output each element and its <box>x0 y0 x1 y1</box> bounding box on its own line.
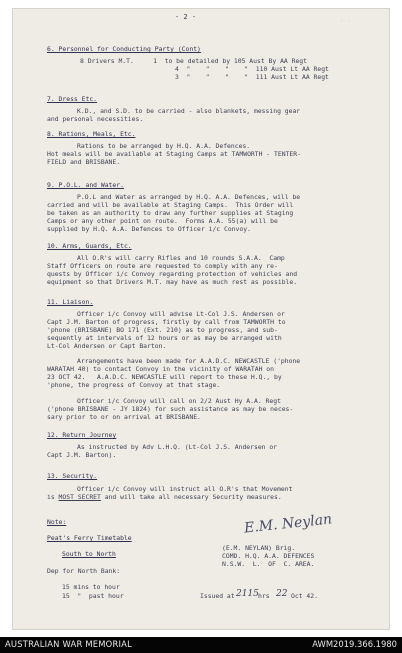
ferry-time-2: 15 " past hour <box>62 592 124 600</box>
section-12-line-1: As instructed by Adv L.H.Q. (Lt-Col J.S. Andersen or <box>77 443 278 451</box>
section-12-heading: 12. Return Journey <box>47 431 117 439</box>
ferry-time-1: 15 mins to hour <box>62 583 120 591</box>
most-secret-text: MOST SECRET <box>58 493 101 501</box>
section-7-line-2: and personal necessities. <box>47 115 144 123</box>
section-8-line-1: Rations to be arranged by H.Q. A.A. Defences. <box>77 142 251 150</box>
page-number: - 2 - <box>175 13 197 21</box>
section-9-line-2: carried and will be available at Staging Camps. This Order will <box>47 201 294 209</box>
section-10-heading: 10. Arms, Guards, Etc. <box>47 242 132 250</box>
section-11-p2-line-1: Arrangements have been made for A.A.D.C. NEWCASTLE ('phone <box>77 357 301 365</box>
section-9-heading: 9. P.O.L. and Water. <box>47 181 124 189</box>
section-7-line-1: K.D., and S.D. to be carried - also blankets, messing gear <box>77 107 301 115</box>
section-9-line-3: be taken as an authority to draw any further supplies at Staging <box>47 209 294 217</box>
ferry-departure-label: Dep for North Bank: <box>47 567 121 575</box>
section-10-line-1: All O.R's will carry Rifles and 10 rounds S.A.A. Camp <box>77 254 285 262</box>
signatory-name: (E.M. NEYLAN) Brig. <box>222 544 296 552</box>
section-8-line-3: FIELD and BRISBANE. <box>47 158 121 166</box>
section-11-p1-line-3: 'phone (BRISBANE) BO 171 (Ext. 210) as to progress, and sub- <box>47 326 278 334</box>
footer-source: AUSTRALIAN WAR MEMORIAL <box>5 639 132 649</box>
section-13-heading: 13. Security. <box>47 472 98 480</box>
section-10-line-3: quests by Officer i/c Convoy regarding protection of vehicles and <box>47 270 298 278</box>
section-8-heading: 8. Rations, Meals, Etc. <box>47 130 136 138</box>
section-11-p2-line-3: 23 OCT 42. A.A.D.C. NEWCASTLE will report to these H.Q., by <box>47 373 282 381</box>
section-7-heading: 7. Dress Etc. <box>47 95 98 103</box>
section-9-line-5: supplied by H.Q. A.A. Defences to Officer i/c Convoy. <box>47 225 251 233</box>
issued-time-handwritten: 2115 <box>236 589 259 599</box>
section-11-p2-line-2: WARATAH 40) to contact Convoy in the vicinity of WARATAH on <box>47 365 275 373</box>
section-11-p3-line-1: Officer i/c Convoy will call on 2/2 Aust Hy A.A. Regt <box>77 397 281 405</box>
signatory-title-1: COMD. H.Q. A.A. DEFENCES <box>222 552 315 560</box>
footer-bar <box>0 637 402 653</box>
handwritten-signature: E.M. Neylan <box>243 511 333 537</box>
section-11-p1-line-1: Officer i/c Convoy will advise Lt-Col J.S. Andersen or <box>77 310 285 318</box>
ferry-timetable-title: Peat's Ferry Timetable <box>47 534 132 542</box>
issued-rest: Oct 42. <box>291 592 318 600</box>
section-10-line-2: Staff Officers on route are requested to comply with any re- <box>47 262 278 270</box>
section-9-line-1: P.O.L and Water as arranged by H.Q. A.A. Defences, will be <box>77 193 301 201</box>
section-6-row-1: 8 Drivers M.T. 1 to be detailed by 105 Aust By AA Regt <box>80 57 308 65</box>
note-heading: Note: <box>47 518 67 526</box>
section-9-line-4: Camps or any other point on route. Forms A.A. 55(a) will be <box>47 217 278 225</box>
section-11-heading: 11. Liaison. <box>47 298 94 306</box>
issued-hrs: hrs <box>258 592 270 600</box>
section-6-row-2: 4 " " " " 110 Aust Lt AA Regt <box>175 65 329 73</box>
ferry-direction: South to North <box>62 550 116 558</box>
section-12-line-2: Capt J.M. Barton). <box>47 451 117 459</box>
issued-day-handwritten: 22 <box>276 589 288 599</box>
issued-label: Issued at <box>200 592 235 600</box>
section-11-p1-line-4: sequently at intervals of 12 hours or as may be arranged with <box>47 334 282 342</box>
section-13-line-1: Officer i/c Convoy will instruct all O.R's that Movement <box>77 485 293 493</box>
section-10-line-4: equipment so that Drivers M.T. may have as much rest as possible. <box>47 278 298 286</box>
section-11-p2-line-4: 'phone, the progress of Convoy at that stage. <box>47 381 221 389</box>
section-8-line-2: Hot meals will be available at Staging Camps at TAMWORTH - TENTER- <box>47 150 301 158</box>
section-13-line-2: is MOST SECRET and will take all necessary Security measures. <box>47 493 282 501</box>
section-6-heading: 6. Personnel for Conducting Party (Cont) <box>47 45 201 53</box>
section-11-p3-line-2: ('phone BRISBANE - JY 1824) for such assistance as may be neces- <box>47 405 294 413</box>
section-11-p1-line-5: Lt-Col Andersen or Capt Barton. <box>47 342 167 350</box>
stamp-mark: · · <box>340 18 351 25</box>
section-6-row-3: 3 " " " " 111 Aust Lt AA Regt <box>175 73 329 81</box>
footer-accession: AWM2019.366.1980 <box>312 639 397 649</box>
signatory-title-2: N.S.W. L. OF C. AREA. <box>222 560 315 568</box>
section-11-p1-line-2: Capt J.M. Barton of progress, firstly by call from TAMWORTH to <box>47 318 286 326</box>
section-11-p3-line-3: sary prior to or on arrival at BRISBANE. <box>47 413 201 421</box>
